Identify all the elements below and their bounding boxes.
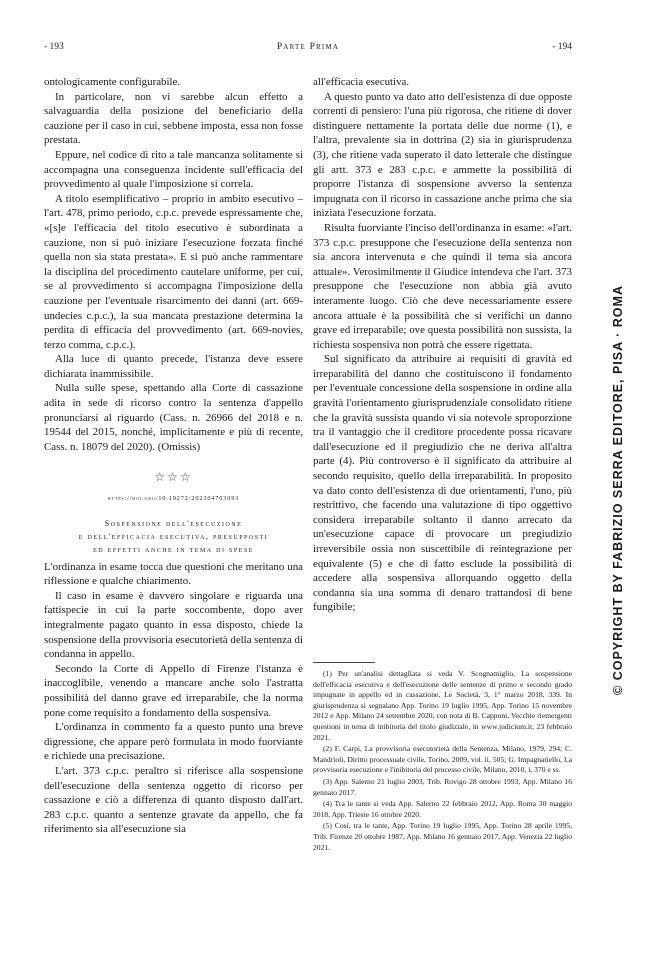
section-title-line: ed effetti anche in tema di spese	[93, 544, 254, 554]
section-separator-stars: ☆☆☆	[154, 470, 193, 485]
paragraph: Nulla sulle spese, spettando alla Corte di cassazione adita in sede di ricorso contro la sentenza d'appello pronunciarsi al riguardo (Cass. n. 26966 del 2018 e n. 19544 del 2015, nonché, implicitamente e più di recente, Cass. n. 18079 del 2020). (Omissis)	[44, 382, 303, 453]
section-title-line: e dell'efficacia esecutiva, presupposti	[78, 531, 269, 541]
paragraph: A questo punto va dato atto dell'esistenza di due opposte correnti di pensiero: l'una più rigorosa, che ritiene di dover distinguere nettamente la portata delle due norme (1), e l'altra, prevalente sia in dottrina (2) sia in giurisprudenza (3), che ritiene vada superato il dato letterale che distingue gli artt. 373 e 283 c.p.c. e ammette la possibilità di proporre l'istanza di sospensione avverso la sentenza impugnata con il ricorso in cassazione anche prima che sia iniziata l'esecuzione forzata.	[313, 90, 572, 220]
footnote: (3) App. Salerno 21 luglio 2003, Trib. Rovigo 28 ottobre 1993, App. Milano 16 gennaio 2017.	[313, 776, 572, 797]
page-number-left: - 193	[44, 42, 64, 52]
paragraph: L'ordinanza in commento fa a questo punto una breve digressione, che appare però formulata in modo fuorviante e richiede una precisazione.	[44, 721, 303, 763]
right-column	[313, 75, 572, 615]
copyright-text: © COPYRIGHT BY FABRIZIO SERRA EDITORE, PISA · ROMA	[611, 285, 625, 695]
footnote: (2) F. Carpi, La provvisoria esecutorietà della Sentenza, Milano, 1979, 294; C. Mandrioli, Diritto processuale civile, Torino, 2009, vol. ii, 505; G. Impagnatiello, La provvisoria esecuzione e l'inibitoria del processo civile, Milano, 2010, i, 370 e ss.	[313, 744, 572, 775]
paragraph: Risulta fuorviante l'inciso dell'ordinanza in esame: «l'art. 373 c.p.c. presuppone che l'esecuzione della sentenza non sia ancora intervenuta e che quindi il tema sia ancora attuale». Verosimilmente il Giudice intendeva che l'art. 373 presuppone che l'esecuzione non abbia già avuto interamente luogo. Ciò che deve necessariamente essere ancora attuale è la possibilità che si verifichi un danno grave ed irreparabile; ove questa possibilità non sussista, la richiesta sospensiva non potrà che essere rigettata.	[313, 221, 572, 351]
doi-link[interactable]: https://doi.org/10.19272/202304703093	[107, 495, 240, 503]
paragraph: A titolo esemplificativo – proprio in ambito esecutivo – l'art. 478, primo periodo, c.p.c. prevede espressamente che, «[s]e l'efficacia del titolo esecutivo è subordinata a cauzione, non si può iniziare l'esecuzione forzata finché quella non sia stata prestata». E si può anche rammentare la disciplina del procedimento cautelare uniforme, per cui, se al provvedimento si accompagna l'imposizione della cauzione per l'eventuale risarcimento dei danni (art. 669-undecies c.p.c.), la sua mancata prestazione determina la perdita di efficacia del provvedimento (art. 669-novies, terzo comma, c.p.c.).	[44, 192, 303, 351]
left-column	[44, 75, 303, 837]
paragraph: ontologicamente configurabile.	[44, 76, 181, 88]
footnote: (1) Per un'analisi dettagliata si veda V. Scognamiglio, La sospensione dell'efficacia esecutiva e dell'esecuzione delle sentenze di primo e secondo grado impugnate in appello ed in cassazione, Le Società, 3, 1° marzo 2018, 339. In giurisprudenza si segnalano App. Torino 19 luglio 1995, App. Torino 15 novembre 2012 e App. Milano 24 settembre 2020, con nota di B. Capponi, Vecchie riemergenti questioni in tema di inibitoria del titolo giudiziale, in www.judicium.it, 23 febbraio 2021.	[313, 669, 572, 742]
section-title	[44, 517, 303, 556]
section-title-line: Sospensione dell'esecuzione	[104, 518, 243, 528]
paragraph: Il caso in esame è davvero singolare e riguarda una fattispecie in cui la parte soccombente, dopo aver integralmente pagato quanto in essa disposto, chiede la sospensione della provvisoria esecutorietà della sentenza di condanna in appello.	[44, 589, 303, 661]
paragraph: all'efficacia esecutiva.	[313, 76, 410, 88]
footnote-rule	[313, 662, 375, 663]
paragraph: Secondo la Corte di Appello di Firenze l'istanza è inaccoglibile, venendo a mancare anche solo l'astratta possibilità del danno grave ed irreparabile, che la norma pone come requisito a fondamento della sospensiva.	[44, 662, 303, 719]
page-header	[44, 42, 572, 56]
paragraph: L'art. 373 c.p.c. peraltro si riferisce alla sospensione dell'esecuzione della sentenza oggetto di ricorso per cassazione e ciò a differenza di quanto disposto dall'art. 283 c.p.c. quanto a sentenze gravate da appello, che fa riferimento sia all'esecuzione sia	[44, 764, 303, 836]
paragraph: Sul significato da attribuire ai requisiti di gravità ed irreparabilità del danno che costituiscono il fondamento per l'eventuale concessione della sospensione in ordine alla gravità l'orientamento giurisprudenziale consolidato ritiene che la gravità sussista quando vi sia notevole sproporzione tra il vantaggio che il creditore procedente possa ricavare dall'esecuzione ed il pregiudizio che ne deriva all'altra parte (4). Più controverso è il significato da attribuire al secondo requisito, quello della irreparabilità. In proposito va dato conto dell'esistenza di due orientamenti, l'uno, più restrittivo, che facendo una valutazione di tipo oggettivo considera irreparabile soltanto il danno arrecato da un'esecuzione capace di provocare un pregiudizio irreversibile ossia non suscettibile di reintegrazione per equivalente (5) e che di fatto esclude la possibilità di accedere alla sospensiva allorquando oggetto della condanna sia una somma di denaro trattandosi di bene fungibile;	[313, 353, 572, 614]
paragraph: Alla luce di quanto precede, l'istanza deve essere dichiarata inammissibile.	[44, 353, 303, 380]
footnote: (5) Così, tra le tante, App. Torino 19 luglio 1995, App. Torino 28 aprile 1995, Trib. Firenze 20 ottobre 1987, App. Milano 16 gennaio 2017, App. Venezia 22 luglio 2021.	[313, 821, 572, 852]
paragraph: Eppure, nel codice di rito a tale mancanza solitamente si accompagna una conseguenza incidente sull'efficacia del provvedimento al quale l'imposizione si correla.	[44, 148, 303, 191]
running-title: Parte Prima	[276, 42, 340, 52]
footnotes	[313, 662, 572, 854]
page-number-right: - 194	[552, 42, 572, 52]
copyright-notice	[608, 275, 628, 705]
paragraph: L'ordinanza in esame tocca due questioni che meritano una riflessione e qualche chiarimento.	[44, 560, 303, 588]
paragraph: In particolare, non vi sarebbe alcun effetto a salvaguardia della posizione del beneficiario della cauzione per il caso in cui, sebbene imposta, essa non fosse prestata.	[44, 90, 303, 147]
footnote: (4) Tra le tante si veda App. Salerno 22 febbraio 2012, App. Roma 30 maggio 2018, App. Trieste 16 ottobre 2020.	[313, 799, 572, 819]
